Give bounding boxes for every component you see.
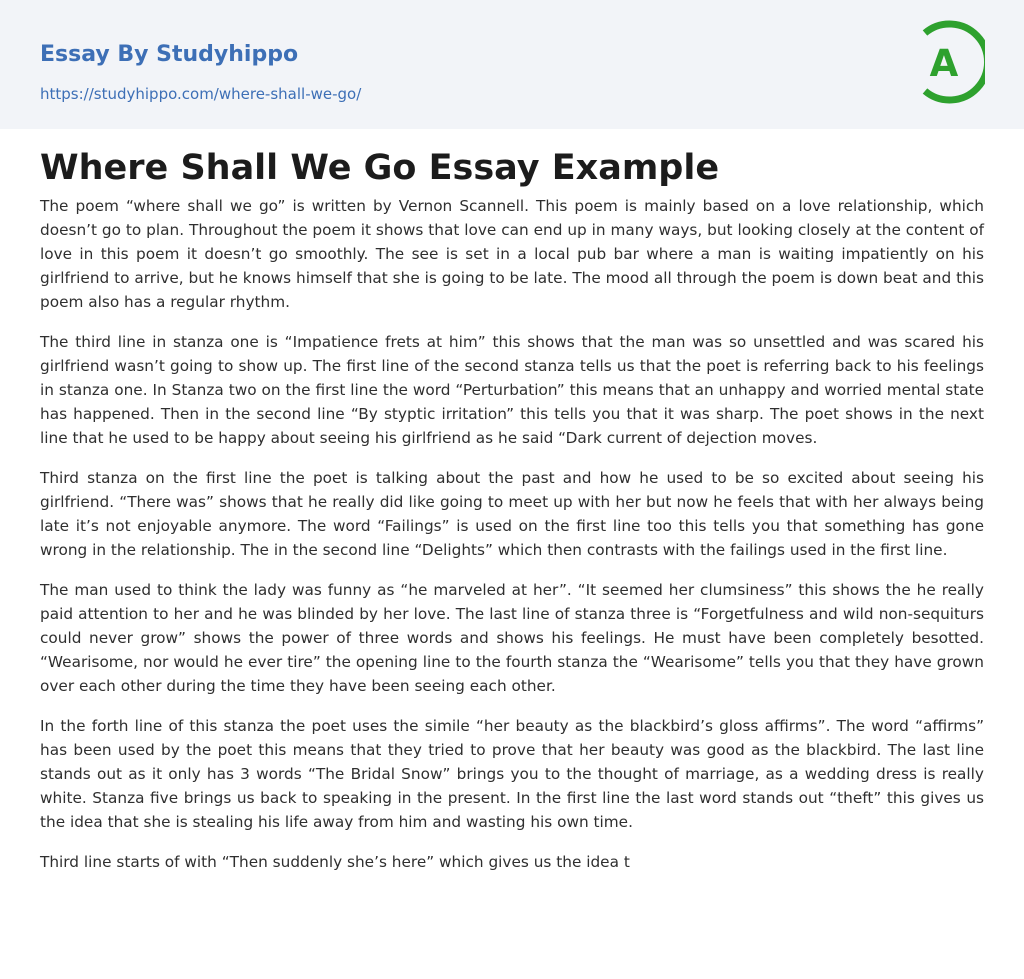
essay-content <box>40 194 984 890</box>
logo-letter: A <box>929 42 959 85</box>
essay-paragraph: The third line in stanza one is “Impatience frets at him” this shows that the man was so unsettled and was scared his girlfriend wasn’t going to show up. The first line of the second stanza tells us that the poet is referring back to his feelings in stanza one. In Stanza two on the first line the word “Perturbation” this means that an unhappy and worried mental state has happened. Then in the second line “By styptic irritation” this tells you that it was sharp. The poet shows in the next line that he used to be happy about seeing his girlfriend as he said “Dark current of dejection moves. <box>40 333 984 447</box>
essay-paragraph: In the forth line of this stanza the poet uses the simile “her beauty as the blackbird’s gloss affirms”. The word “affirms” has been used by the poet this means that they tried to prove that her beauty was good as the blackbird. The last line stands out as it only has 3 words “The Bridal Snow” brings you to the thought of marriage, as a wedding dress is really white. Stanza five brings us back to speaking in the present. In the first line the last word stands out “theft” this gives us the idea that she is stealing his life away from him and wasting his own time. <box>40 717 984 831</box>
page-title: Where Shall We Go Essay Example <box>40 148 720 188</box>
essay-paragraph: Third stanza on the first line the poet is talking about the past and how he used to be so excited about seeing his girlfriend. “There was” shows that he really did like going to meet up with her but now he feels that with her always being late it’s not enjoyable anymore. The word “Failings” is used on the first line too this tells you that something has gone wrong in the relationship. The in the second line “Delights” which then contrasts with the failings used in the first line. <box>40 469 984 559</box>
essay-paragraph: Third line starts of with “Then suddenly she’s here” which gives us the idea t <box>40 853 630 871</box>
essay-paragraph: The poem “where shall we go” is written by Vernon Scannell. This poem is mainly based on a love relationship, which doesn’t go to plan. Throughout the poem it shows that love can end up in many ways, but looking closely at the content of love in this poem it doesn’t go smoothly. The see is set in a local pub bar where a man is waiting impatiently on his girlfriend to arrive, but he knows himself that she is going to be late. The mood all through the poem is down beat and this poem also has a regular rhythm. <box>40 197 984 311</box>
site-title: Essay By Studyhippo <box>40 42 299 67</box>
source-url-link[interactable]: https://studyhippo.com/where-shall-we-go/ <box>40 85 362 103</box>
studyhippo-logo-icon[interactable] <box>915 19 985 105</box>
essay-paragraph: The man used to think the lady was funny as “he marveled at her”. “It seemed her clumsiness” this shows the he really paid attention to her and he was blinded by her love. The last line of stanza three is “Forgetfulness and wild non-sequiturs could never grow” shows the power of three words and shows his feelings. He must have been completely besotted. “Wearisome, nor would he ever tire” the opening line to the fourth stanza the “Wearisome” tells you that they have grown over each other during the time they have been seeing each other. <box>40 581 984 695</box>
